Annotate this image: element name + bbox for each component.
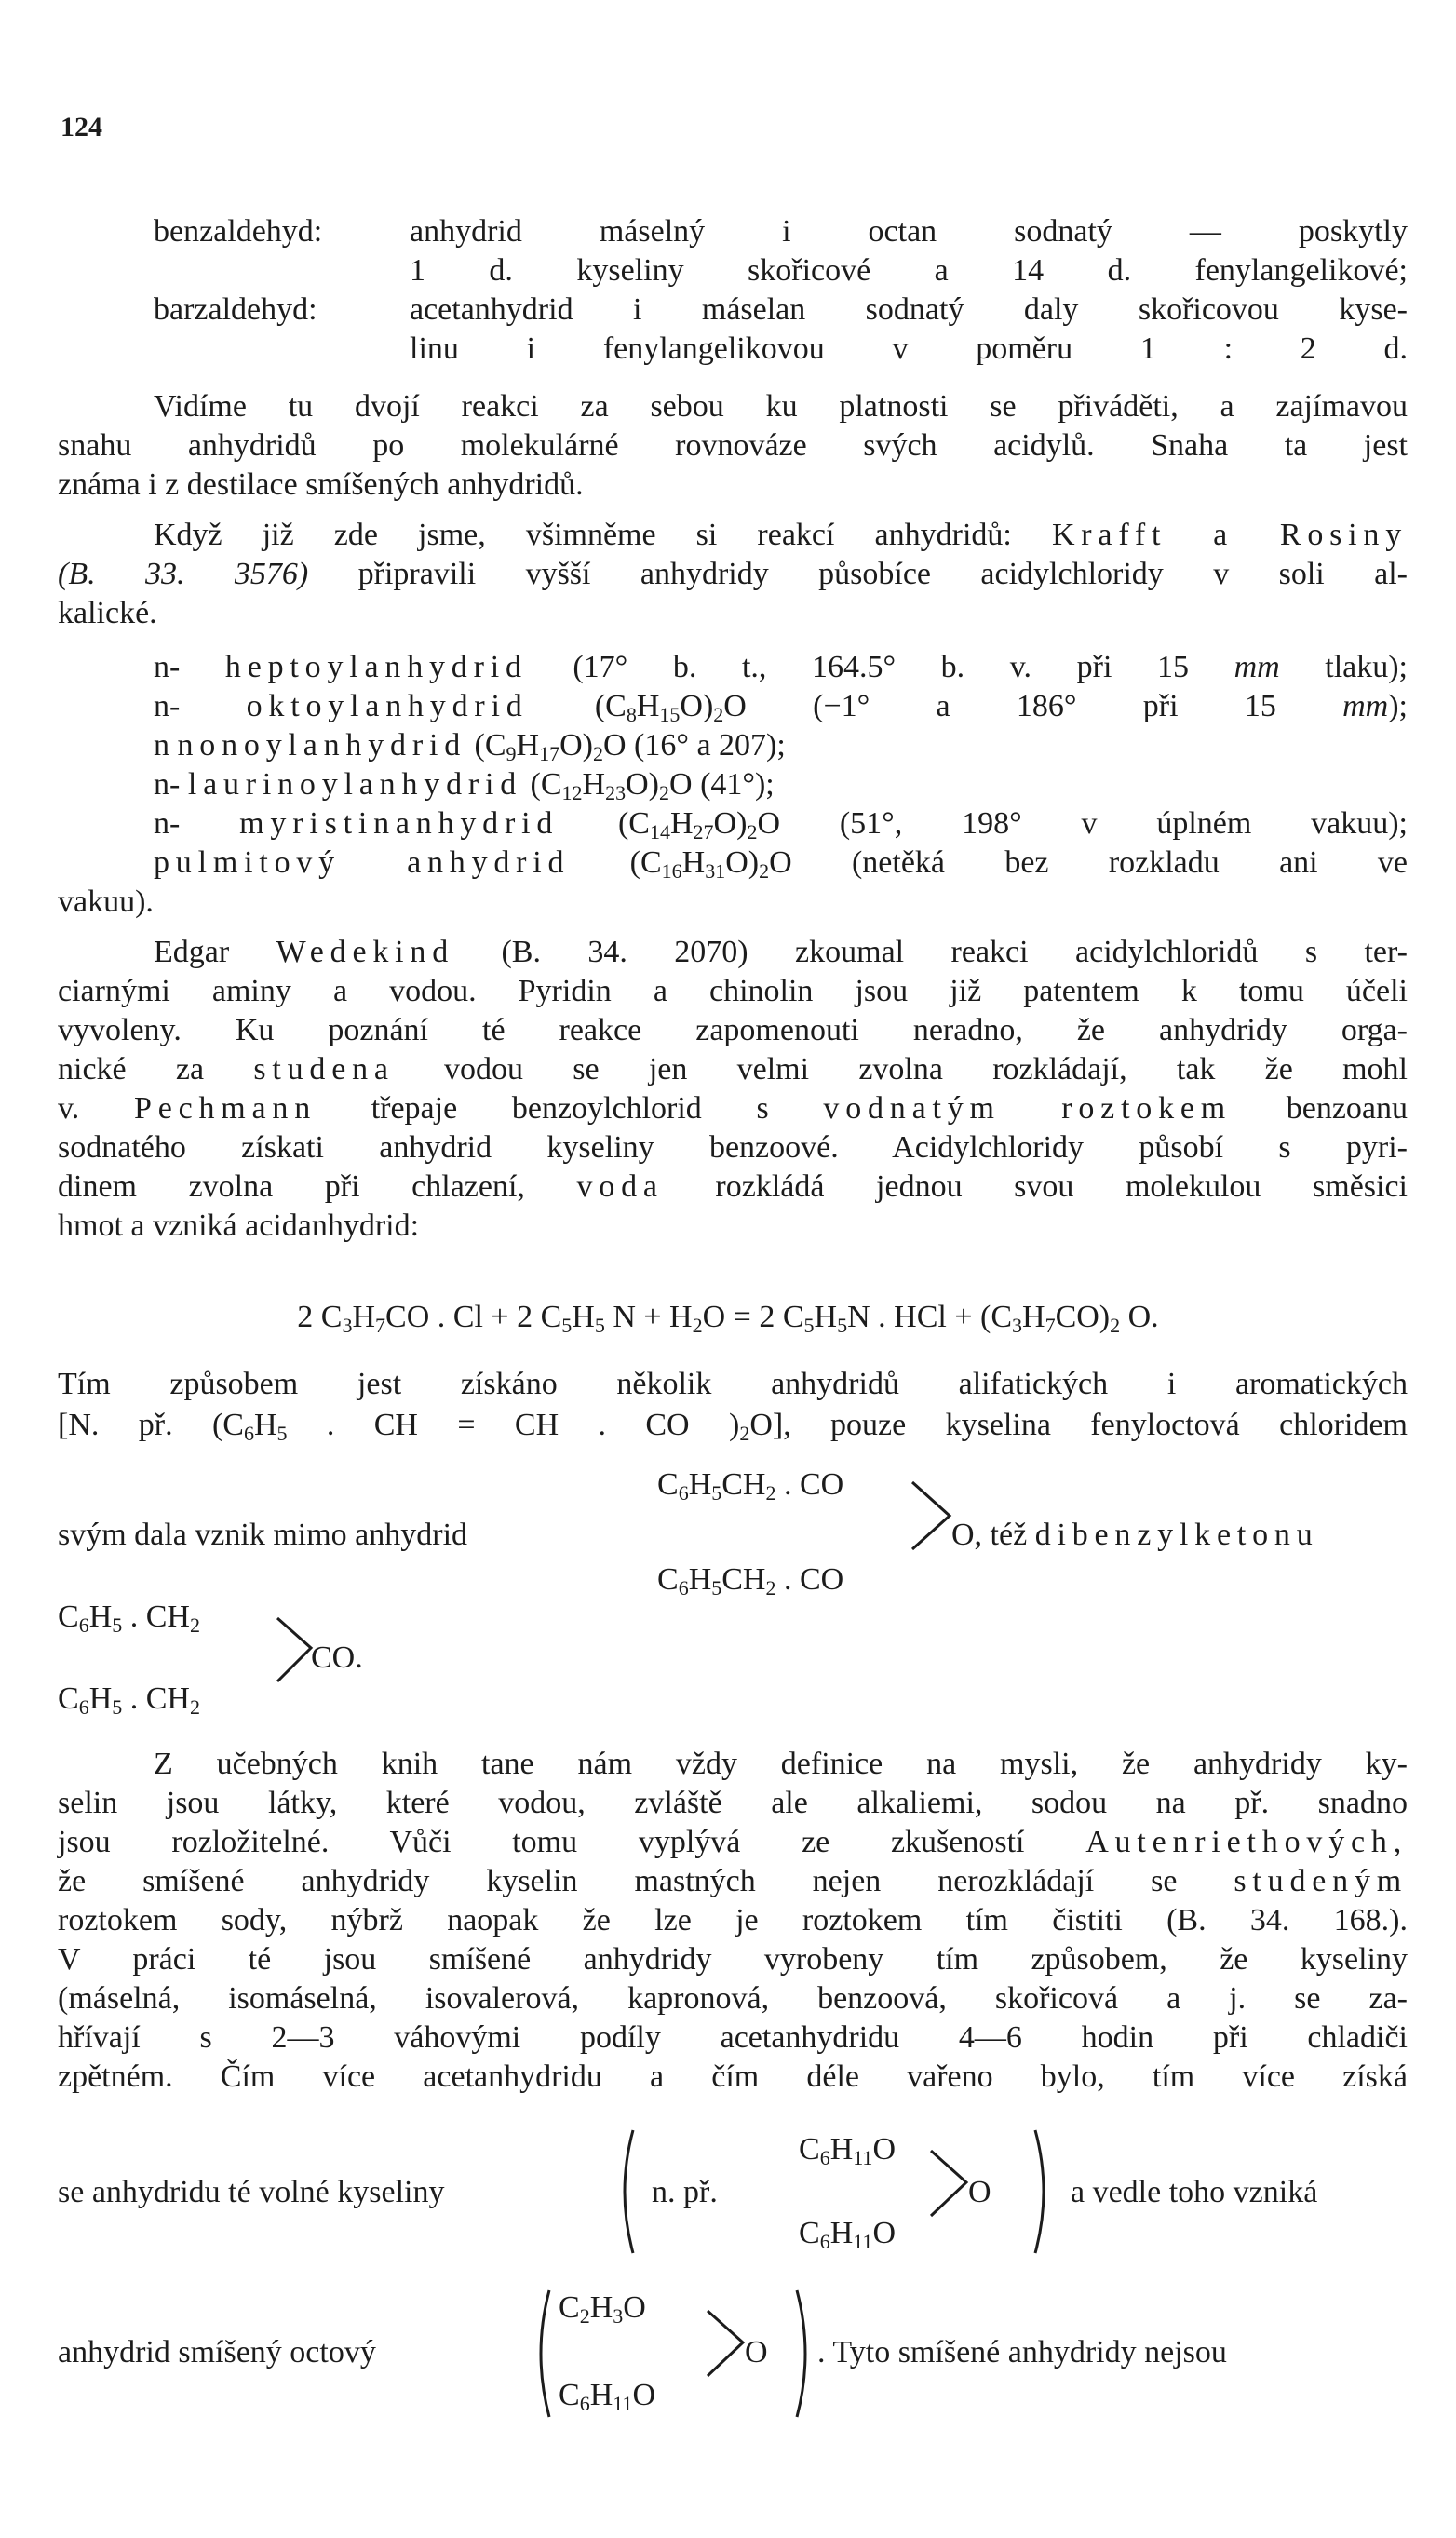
- f-sub: 3: [613, 2304, 624, 2328]
- f-part: . CH: [122, 1600, 190, 1634]
- spaced-word: dibenzylketonu: [1034, 1518, 1319, 1552]
- text-run: (B. 34. 2070) zkoumal reakci acidylchloridů s ter-: [454, 935, 1408, 969]
- text-line: Vidíme tu dvojí reakci za sebou ku platnosti se přiváděti, a zajímavou: [154, 389, 1408, 424]
- f-part: C: [799, 2216, 820, 2250]
- eq-sub: 5: [276, 1422, 288, 1445]
- text-run: benzoanu: [1232, 1091, 1409, 1126]
- text-run: (−1° a 186° při 15: [813, 689, 1276, 723]
- formula-top: [799, 2130, 896, 2169]
- compound-name: myristinanhydrid: [239, 806, 559, 841]
- f-sub: 6: [678, 1576, 689, 1600]
- f-part: O: [632, 2378, 655, 2412]
- eq-sub: 5: [837, 1314, 848, 1337]
- author-name: Krafft a Rosiny: [1051, 518, 1409, 552]
- text-line: V práci té jsou smíšené anhydridy vyrobeny tím způsobem, že kyseliny: [58, 1942, 1408, 1977]
- f-part: C: [58, 1600, 79, 1634]
- text-run: n-: [154, 689, 181, 723]
- text-run: H: [253, 1408, 277, 1442]
- formula-bottom: [799, 2214, 896, 2253]
- text-run: dinem zvolna při chlazení,: [58, 1169, 577, 1204]
- text-run: (netěká bez rozkladu ani ve: [851, 845, 1408, 880]
- f-part: CH: [721, 1467, 766, 1502]
- compound-name: pulmitový anhydrid: [154, 845, 571, 880]
- f-sub: 6: [819, 2230, 830, 2253]
- unit: mm: [1234, 650, 1280, 684]
- page-number: 124: [61, 112, 102, 142]
- compound-name: oktoylanhydrid: [246, 689, 529, 723]
- eq-sub: 3: [1012, 1314, 1022, 1337]
- f-part: O: [872, 2216, 896, 2250]
- text-run: [N. př. (C: [58, 1408, 244, 1442]
- f-part: H: [829, 2132, 854, 2167]
- f-part: C: [559, 2378, 580, 2412]
- text-line: anhydrid smíšený octový: [58, 2335, 376, 2369]
- eq-part: H: [352, 1300, 376, 1334]
- f-sub: 6: [819, 2146, 830, 2169]
- text-run: n-: [154, 806, 181, 841]
- f-part: . CH: [122, 1681, 190, 1716]
- text-line: [154, 933, 1408, 972]
- left-paren: [613, 2128, 640, 2255]
- text-run: n-: [154, 767, 181, 802]
- experiment-text: anhydrid máselný i octan sodnatý — poskytly: [410, 214, 1408, 249]
- compound-name: laurinoylanhydrid: [187, 767, 523, 802]
- list-item: n- laurinoylanhydrid $(C_{12}H_{23}O)_2O$ (41°);: [154, 767, 775, 804]
- text-line: Z učebných knih tane nám vždy definice na mysli, že anhydridy ky-: [154, 1747, 1408, 1781]
- f-sub: 5: [711, 1576, 722, 1600]
- f-part: C: [58, 1681, 79, 1716]
- text-run: že smíšené anhydridy kyselin mastných nejen nerozkládají se: [58, 1864, 1234, 1898]
- f-part: H: [688, 1467, 712, 1502]
- f-sub: 5: [112, 1613, 123, 1637]
- author-name: Pechmann: [133, 1091, 317, 1126]
- list-item: n- myristinanhydrid $(C_{14}H_{27}O)_2O$ (51°, 198° v úplném vakuu);: [154, 806, 1408, 844]
- f-part: . CO: [775, 1467, 844, 1502]
- f-part: C: [657, 1467, 679, 1502]
- f-sub: 5: [112, 1695, 123, 1719]
- eq-part: H: [814, 1300, 838, 1334]
- text-run: O, též: [951, 1518, 1035, 1552]
- text-line: . Tyto smíšené anhydridy nejsou: [817, 2335, 1227, 2369]
- text-line: ciarnými aminy a vodou. Pyridin a chinolin jsou již patentem k tomu účeli: [58, 974, 1408, 1008]
- f-sub: 5: [711, 1481, 722, 1505]
- text-run: (16° a 207);: [634, 728, 786, 763]
- eq-part: N . HCl + (C: [847, 1300, 1012, 1334]
- text-line: vyvoleny. Ku poznání té reakce zapomenouti neradno, že anhydridy orga-: [58, 1013, 1408, 1047]
- author-name: Wedekind: [276, 935, 455, 969]
- text-run: Edgar: [154, 935, 276, 969]
- text-line: zpětném. Čím více acetanhydridu a čím déle vařeno bylo, tím více získá: [58, 2059, 1408, 2094]
- f-part: H: [88, 1600, 113, 1634]
- text-run: (17° b. t., 164.5° b. v. při 15: [573, 650, 1189, 684]
- eq-part: O.: [1120, 1300, 1159, 1334]
- text-run: . CH = CH . CO ): [287, 1408, 740, 1442]
- f-sub: 2: [189, 1613, 200, 1637]
- eq-part: CO . Cl + 2 C: [385, 1300, 562, 1334]
- compound-name: nonoylanhydrid: [177, 728, 467, 763]
- f-part: H: [829, 2216, 854, 2250]
- text-line: [58, 1862, 1408, 1901]
- f-part: H: [589, 2378, 613, 2412]
- text-run: );: [1388, 689, 1408, 723]
- experiment-text: 1 d. kyseliny skořicové a 14 d. fenylangelikové;: [410, 253, 1408, 288]
- f-sub: 11: [853, 2146, 873, 2169]
- text-run: (41°);: [700, 767, 775, 802]
- eq-sub: 7: [375, 1314, 386, 1337]
- text-line: (máselná, isomáselná, isovalerová, kapronová, benzoová, skořicová a j. se za-: [58, 1981, 1408, 2016]
- text-line: [58, 1823, 1408, 1862]
- text-line: [951, 1516, 1319, 1555]
- formula-bottom: [559, 2376, 655, 2415]
- f-part: H: [688, 1562, 712, 1597]
- text-run: připravili vyšší anhydridy působíce acidylchloridy v soli al-: [308, 557, 1408, 591]
- text-line: a vedle toho vzniká: [1071, 2175, 1318, 2209]
- text-run: jsou rozložitelné. Vůči tomu vyplývá ze zkušeností: [58, 1825, 1086, 1859]
- spaced-word: studena: [253, 1052, 395, 1087]
- text-run: nické za: [58, 1052, 254, 1087]
- text-run: třepaje benzoylchlorid s: [317, 1091, 824, 1126]
- text-line: kalické.: [58, 596, 157, 630]
- reaction-equation: [0, 1298, 1456, 1337]
- text-line: [58, 555, 1408, 594]
- text-line: Tím způsobem jest získáno několik anhydridů alifatických i aromatických: [58, 1367, 1408, 1401]
- text-run: v.: [58, 1091, 134, 1126]
- experiment-text: linu i fenylangelikovou v poměru 1 : 2 d.: [410, 331, 1408, 366]
- f-part: C: [799, 2132, 820, 2167]
- text-run: tlaku);: [1279, 650, 1409, 684]
- formula-bottom: [657, 1560, 843, 1600]
- eq-sub: 2: [739, 1422, 750, 1445]
- f-sub: 11: [613, 2392, 633, 2415]
- eq-part: H: [572, 1300, 595, 1334]
- experiment-text: acetanhydrid i máselan sodnatý daly skořicovou kyse-: [410, 292, 1408, 327]
- text-line: snahu anhydridů po molekulárné rovnováze svých acidylů. Snaha ta jest: [58, 428, 1408, 463]
- eq-sub: 7: [1045, 1314, 1056, 1337]
- formula-o: O: [745, 2335, 768, 2369]
- author-name: Autenriethových,: [1085, 1825, 1408, 1859]
- formula-top: [559, 2288, 646, 2328]
- formula-top: [657, 1465, 843, 1505]
- eq-sub: 3: [342, 1314, 353, 1337]
- f-part: H: [88, 1681, 113, 1716]
- f-sub: 2: [579, 2304, 590, 2328]
- f-part: O: [623, 2290, 646, 2325]
- f-part: CH: [721, 1562, 766, 1597]
- f-sub: 11: [853, 2230, 873, 2253]
- right-paren: [791, 2288, 819, 2419]
- f-sub: 6: [78, 1695, 89, 1719]
- text-line: hmot a vzniká acidanhydrid:: [58, 1208, 420, 1243]
- experiment-label: benzaldehyd:: [154, 214, 323, 249]
- text-run: n: [154, 728, 169, 763]
- list-item: pulmitový anhydrid $(C_{16}H_{31}O)_2O$ (netěká bez rozkladu ani ve: [154, 845, 1408, 883]
- text-line: [154, 516, 1408, 555]
- f-part: H: [589, 2290, 613, 2325]
- text-line: n. př.: [652, 2175, 718, 2209]
- eq-part: 2 C: [297, 1300, 343, 1334]
- eq-sub: 6: [243, 1422, 254, 1445]
- f-part: C: [657, 1562, 679, 1597]
- compound-name: heptoylanhydrid: [224, 650, 528, 684]
- eq-sub: 5: [561, 1314, 573, 1337]
- eq-sub: 5: [803, 1314, 815, 1337]
- eq-sub: 5: [594, 1314, 605, 1337]
- f-sub: 6: [78, 1613, 89, 1637]
- eq-part: H: [1022, 1300, 1045, 1334]
- f-sub: 6: [678, 1481, 689, 1505]
- eq-part: N + H: [604, 1300, 693, 1334]
- text-line: sodnatého získati anhydrid kyseliny benzoové. Acidylchloridy působí s pyri-: [58, 1130, 1408, 1165]
- text-line: vakuu).: [58, 884, 154, 919]
- text-line: [58, 1168, 1408, 1207]
- list-item: n nonoylanhydrid $(C_9H_{17}O)_2O$ (16° a 207);: [154, 728, 786, 765]
- text-line: [58, 1406, 1408, 1445]
- f-part: C: [559, 2290, 580, 2325]
- text-run: n-: [154, 650, 181, 684]
- formula-right: CO.: [311, 1640, 363, 1675]
- text-run: O], pouze kyselina fenyloctová chloridem: [749, 1408, 1408, 1442]
- text-run: rozkládá jednou svou molekulou směsici: [663, 1169, 1408, 1204]
- text-line: hřívají s 2—3 váhovými podíly acetanhydridu 4—6 hodin při chladiči: [58, 2020, 1408, 2055]
- text-line: se anhydridu té volné kyseliny: [58, 2175, 445, 2209]
- formula-top: [58, 1598, 200, 1637]
- list-item: n- oktoylanhydrid $(C_8H_{15}O)_2O$ (−1° a 186° při 15 mm);: [154, 689, 1408, 726]
- eq-sub: 2: [692, 1314, 703, 1337]
- spaced-word: voda: [576, 1169, 664, 1204]
- unit: mm: [1342, 689, 1389, 723]
- text-run: Když již zde jsme, všimněme si reakcí anhydridů:: [154, 518, 1052, 552]
- f-sub: 2: [765, 1481, 776, 1505]
- text-line: známa i z destilace smíšených anhydridů.: [58, 467, 584, 502]
- formula-o: O: [968, 2175, 991, 2209]
- list-item: [154, 648, 1408, 687]
- text-line: roztokem sody, nýbrž naopak že lze je roztokem tím čistiti (B. 34. 168.).: [58, 1903, 1408, 1937]
- experiment-label: barzaldehyd:: [154, 292, 317, 327]
- left-paren: [529, 2288, 557, 2419]
- text-line: [58, 1050, 1408, 1089]
- right-paren: [1030, 2128, 1058, 2255]
- f-sub: 2: [765, 1576, 776, 1600]
- f-part: O: [872, 2132, 896, 2167]
- text-run: (51°, 198° v úplném vakuu);: [839, 806, 1408, 841]
- text-line: [58, 1089, 1408, 1128]
- f-sub: 6: [579, 2392, 590, 2415]
- text-run: vodou se jen velmi zvolna rozkládají, tak že mohl: [394, 1052, 1408, 1087]
- eq-part: O = 2 C: [702, 1300, 804, 1334]
- formula-bottom: [58, 1680, 200, 1719]
- reference: (B. 33. 3576): [58, 557, 309, 591]
- spaced-word: vodnatým roztokem: [823, 1091, 1233, 1126]
- text-line: selin jsou látky, které vodou, zvláště ale alkaliemi, sodou na př. snadno: [58, 1786, 1408, 1820]
- eq-sub: 2: [1110, 1314, 1121, 1337]
- f-part: . CO: [775, 1562, 844, 1597]
- text-line: svým dala vznik mimo anhydrid: [58, 1518, 468, 1552]
- eq-part: CO): [1055, 1300, 1111, 1334]
- f-sub: 2: [189, 1695, 200, 1719]
- spaced-word: studeným: [1234, 1864, 1408, 1898]
